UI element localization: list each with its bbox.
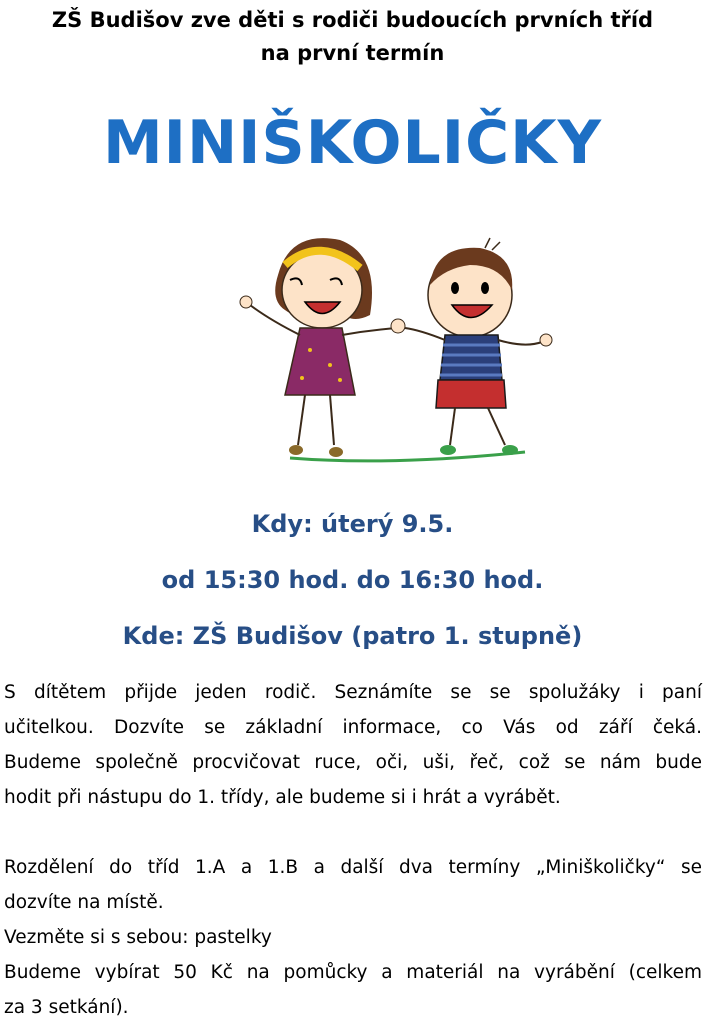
girl-figure bbox=[240, 238, 398, 457]
page-title: MINIŠKOLIČKY bbox=[102, 108, 603, 178]
paragraph-line: dozvíte na místě. bbox=[4, 892, 164, 913]
paragraph-classes bbox=[4, 850, 702, 1025]
bring-note: Vezměte si s sebou: pastelky bbox=[4, 927, 272, 948]
header-line-1: ZŠ Budišov zve děti s rodiči budoucích prvních tříd bbox=[51, 8, 654, 32]
paragraph-line: Rozdělení do tříd 1.A a 1.B a další dva termíny „Miniškoličky“ se bbox=[4, 857, 702, 878]
two-children-holding-hands-image bbox=[230, 230, 560, 475]
event-time: od 15:30 hod. do 16:30 hod. bbox=[161, 566, 544, 594]
fee-line: Budeme vybírat 50 Kč na pomůcky a materiál na vyrábění (celkem bbox=[4, 962, 702, 983]
fee-line: za 3 setkání). bbox=[4, 997, 129, 1018]
paragraph-line: hodit při nástupu do 1. třídy, ale budeme si i hrát a vyrábět. bbox=[4, 787, 561, 808]
paragraph-intro bbox=[4, 675, 702, 815]
paragraph-line: Budeme společně procvičovat ruce, oči, uši, řeč, což se nám bude bbox=[4, 752, 702, 773]
paragraph-line: učitelkou. Dozvíte se základní informace, co Vás od září čeká. bbox=[4, 717, 702, 738]
event-location: Kde: ZŠ Budišov (patro 1. stupně) bbox=[122, 622, 583, 650]
invitation-header bbox=[0, 4, 705, 70]
event-date: Kdy: úterý 9.5. bbox=[251, 510, 454, 538]
paragraph-line: S dítětem přijde jeden rodič. Seznámíte se se spolužáky i paní bbox=[4, 682, 702, 703]
boy-figure bbox=[391, 238, 552, 455]
header-line-2: na první termín bbox=[260, 41, 445, 65]
